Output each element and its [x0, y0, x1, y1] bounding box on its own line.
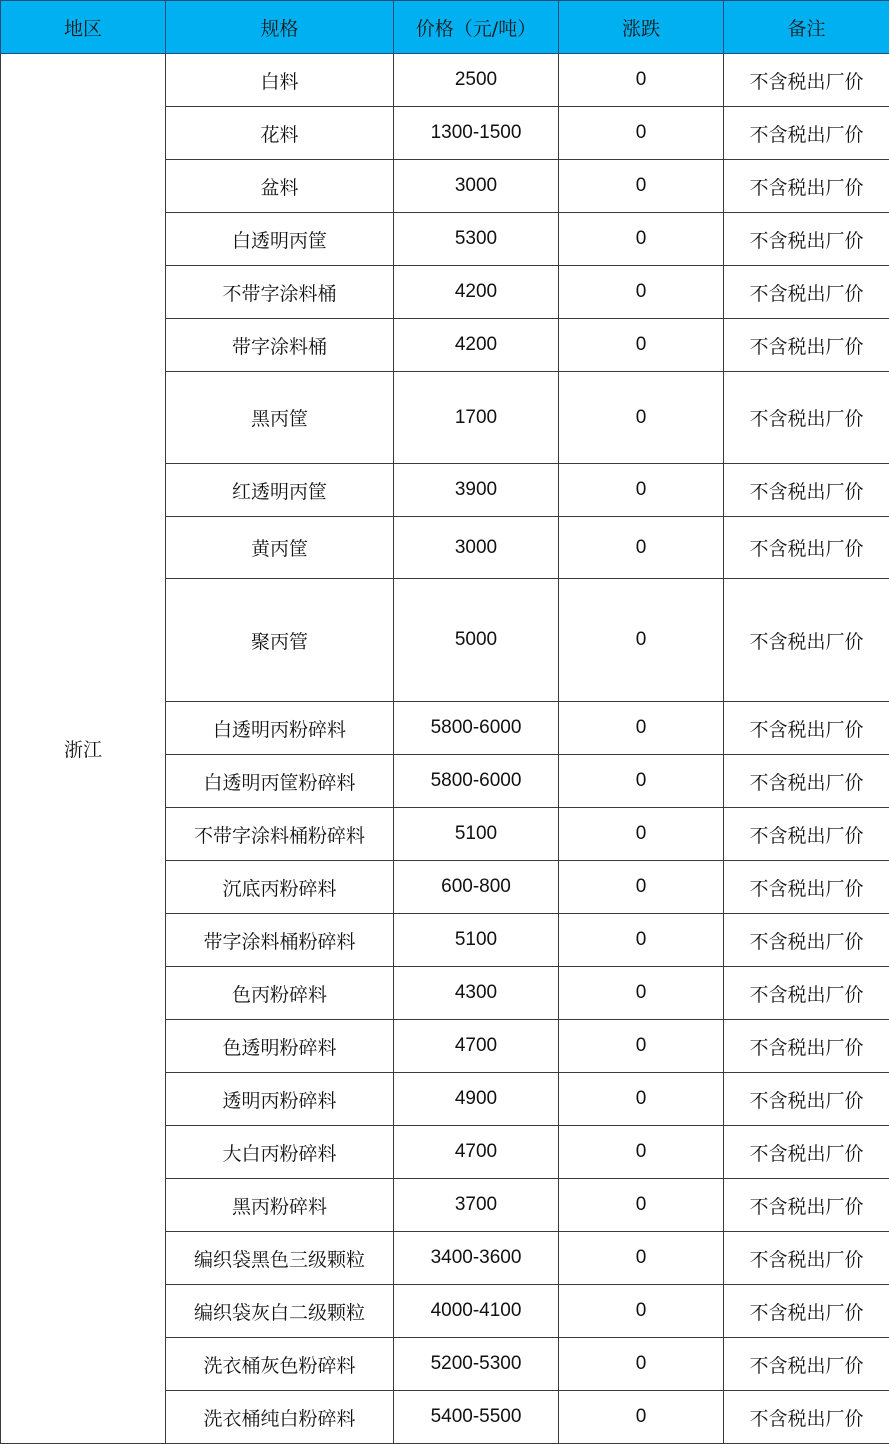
change-cell: 0: [559, 160, 724, 213]
price-cell: 3400-3600: [394, 1232, 559, 1285]
spec-cell: 聚丙管: [166, 579, 394, 702]
price-cell: 3000: [394, 517, 559, 579]
change-cell: 0: [559, 464, 724, 517]
spec-cell: 白料: [166, 54, 394, 107]
change-cell: 0: [559, 1073, 724, 1126]
price-cell: 5300: [394, 213, 559, 266]
price-cell: 4300: [394, 967, 559, 1020]
change-cell: 0: [559, 319, 724, 372]
change-cell: 0: [559, 1285, 724, 1338]
price-cell: 5400-5500: [394, 1391, 559, 1444]
note-cell: 不含税出厂价: [724, 1391, 889, 1444]
price-cell: 1700: [394, 372, 559, 464]
spec-cell: 带字涂料桶: [166, 319, 394, 372]
header-row: [1, 1, 889, 54]
price-cell: 4900: [394, 1073, 559, 1126]
spec-cell: 洗衣桶灰色粉碎料: [166, 1338, 394, 1391]
note-cell: 不含税出厂价: [724, 914, 889, 967]
note-cell: 不含税出厂价: [724, 372, 889, 464]
change-cell: 0: [559, 213, 724, 266]
change-cell: 0: [559, 861, 724, 914]
note-cell: 不含税出厂价: [724, 107, 889, 160]
spec-cell: 色丙粉碎料: [166, 967, 394, 1020]
spec-cell: 花料: [166, 107, 394, 160]
note-cell: 不含税出厂价: [724, 579, 889, 702]
header-change: 涨跌: [559, 1, 724, 54]
table-row: [1, 54, 889, 107]
note-cell: 不含税出厂价: [724, 517, 889, 579]
note-cell: 不含税出厂价: [724, 702, 889, 755]
note-cell: 不含税出厂价: [724, 1020, 889, 1073]
price-cell: 1300-1500: [394, 107, 559, 160]
header-spec: 规格: [166, 1, 394, 54]
spec-cell: 洗衣桶纯白粉碎料: [166, 1391, 394, 1444]
change-cell: 0: [559, 579, 724, 702]
note-cell: 不含税出厂价: [724, 755, 889, 808]
change-cell: 0: [559, 107, 724, 160]
price-cell: 5800-6000: [394, 755, 559, 808]
note-cell: 不含税出厂价: [724, 160, 889, 213]
price-cell: 3700: [394, 1179, 559, 1232]
change-cell: 0: [559, 1232, 724, 1285]
spec-cell: 白透明丙筐: [166, 213, 394, 266]
note-cell: 不含税出厂价: [724, 1285, 889, 1338]
change-cell: 0: [559, 755, 724, 808]
table-body: [1, 54, 889, 1444]
spec-cell: 编织袋灰白二级颗粒: [166, 1285, 394, 1338]
price-cell: 4200: [394, 319, 559, 372]
spec-cell: 带字涂料桶粉碎料: [166, 914, 394, 967]
note-cell: 不含税出厂价: [724, 1073, 889, 1126]
header-price: 价格（元/吨）: [394, 1, 559, 54]
price-cell: 600-800: [394, 861, 559, 914]
spec-cell: 不带字涂料桶粉碎料: [166, 808, 394, 861]
change-cell: 0: [559, 517, 724, 579]
spec-cell: 黑丙粉碎料: [166, 1179, 394, 1232]
spec-cell: 透明丙粉碎料: [166, 1073, 394, 1126]
note-cell: 不含税出厂价: [724, 1126, 889, 1179]
note-cell: 不含税出厂价: [724, 808, 889, 861]
price-cell: 5800-6000: [394, 702, 559, 755]
change-cell: 0: [559, 372, 724, 464]
spec-cell: 编织袋黑色三级颗粒: [166, 1232, 394, 1285]
spec-cell: 盆料: [166, 160, 394, 213]
price-cell: 5100: [394, 914, 559, 967]
price-cell: 5100: [394, 808, 559, 861]
spec-cell: 红透明丙筐: [166, 464, 394, 517]
change-cell: 0: [559, 702, 724, 755]
spec-cell: 不带字涂料桶: [166, 266, 394, 319]
change-cell: 0: [559, 1126, 724, 1179]
change-cell: 0: [559, 1179, 724, 1232]
note-cell: 不含税出厂价: [724, 967, 889, 1020]
note-cell: 不含税出厂价: [724, 1179, 889, 1232]
header-region: 地区: [1, 1, 166, 54]
spec-cell: 沉底丙粉碎料: [166, 861, 394, 914]
note-cell: 不含税出厂价: [724, 54, 889, 107]
spec-cell: 大白丙粉碎料: [166, 1126, 394, 1179]
change-cell: 0: [559, 54, 724, 107]
note-cell: 不含税出厂价: [724, 266, 889, 319]
price-cell: 5000: [394, 579, 559, 702]
price-cell: 4700: [394, 1126, 559, 1179]
note-cell: 不含税出厂价: [724, 464, 889, 517]
price-cell: 5200-5300: [394, 1338, 559, 1391]
change-cell: 0: [559, 914, 724, 967]
note-cell: 不含税出厂价: [724, 319, 889, 372]
spec-cell: 黑丙筐: [166, 372, 394, 464]
change-cell: 0: [559, 1391, 724, 1444]
note-cell: 不含税出厂价: [724, 213, 889, 266]
price-cell: 3000: [394, 160, 559, 213]
price-cell: 2500: [394, 54, 559, 107]
change-cell: 0: [559, 967, 724, 1020]
note-cell: 不含税出厂价: [724, 1338, 889, 1391]
change-cell: 0: [559, 1338, 724, 1391]
note-cell: 不含税出厂价: [724, 861, 889, 914]
change-cell: 0: [559, 266, 724, 319]
spec-cell: 白透明丙筐粉碎料: [166, 755, 394, 808]
region-cell: 浙江: [1, 54, 166, 1444]
note-cell: 不含税出厂价: [724, 1232, 889, 1285]
price-cell: 4700: [394, 1020, 559, 1073]
spec-cell: 白透明丙粉碎料: [166, 702, 394, 755]
spec-cell: 色透明粉碎料: [166, 1020, 394, 1073]
header-note: 备注: [724, 1, 889, 54]
price-cell: 4000-4100: [394, 1285, 559, 1338]
price-cell: 3900: [394, 464, 559, 517]
spec-cell: 黄丙筐: [166, 517, 394, 579]
price-cell: 4200: [394, 266, 559, 319]
change-cell: 0: [559, 808, 724, 861]
change-cell: 0: [559, 1020, 724, 1073]
